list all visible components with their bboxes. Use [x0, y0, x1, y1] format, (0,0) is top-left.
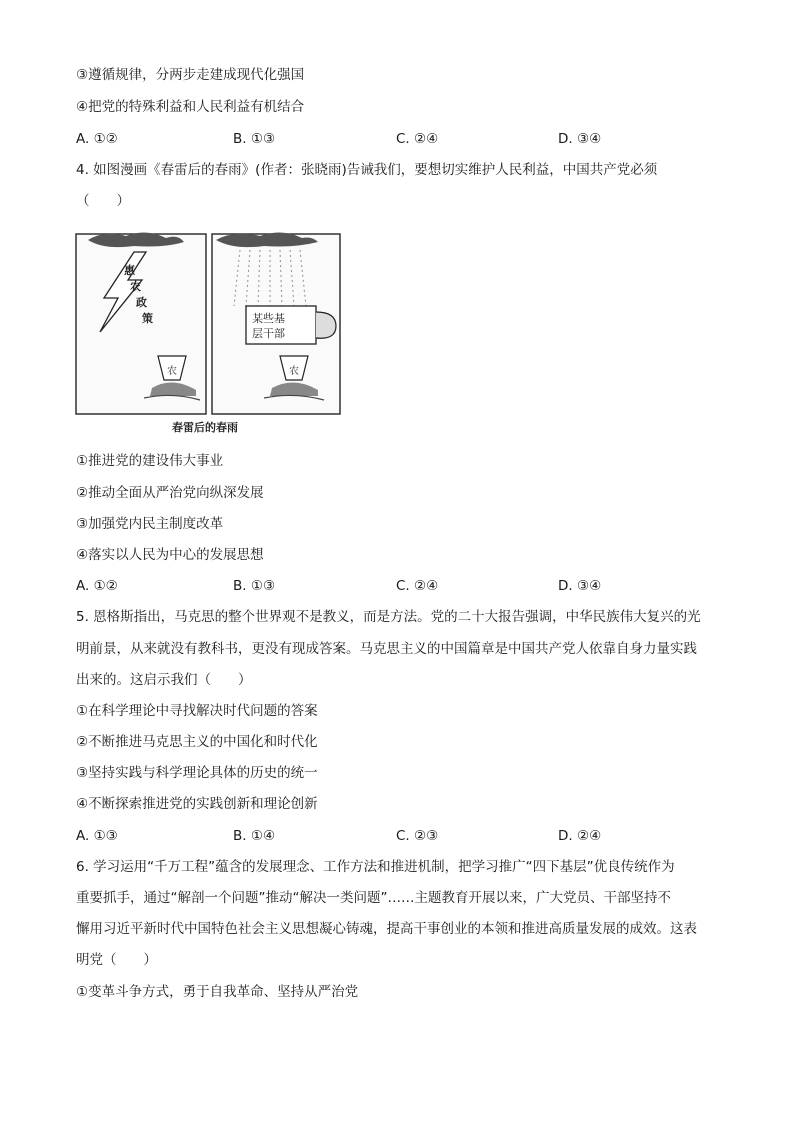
question-4-blank: （ ） — [76, 193, 130, 209]
options-q4 — [76, 577, 716, 595]
svg-text:农: 农 — [130, 280, 141, 293]
option-a: A. ①② — [76, 578, 118, 594]
line-q5-item1: ①在科学理论中寻找解决时代问题的答案 — [76, 703, 318, 719]
line-q4-item4: ④落实以人民为中心的发展思想 — [76, 547, 264, 563]
option-d: D. ②④ — [558, 828, 602, 844]
option-c: C. ②④ — [396, 578, 439, 594]
cartoon-image — [74, 228, 344, 436]
line-q4-item3: ③加强党内民主制度改革 — [76, 516, 224, 532]
option-c: C. ②③ — [396, 828, 439, 844]
line-q4-item2: ②推动全面从严治党向纵深发展 — [76, 485, 264, 501]
question-6-stem-line4: 明党（ ） — [76, 952, 157, 968]
question-5-stem-line2: 明前景，从来就没有教科书，更没有现成答案。马克思主义的中国篇章是中国共产党人依靠自身力量实践 — [76, 641, 697, 657]
line-q5-item2: ②不断推进马克思主义的中国化和时代化 — [76, 734, 318, 750]
options-q3 — [76, 130, 716, 148]
svg-text:策: 策 — [142, 312, 153, 325]
svg-text:农: 农 — [167, 366, 177, 377]
svg-text:惠: 惠 — [124, 264, 135, 277]
option-d: D. ③④ — [558, 131, 602, 147]
question-5-stem-line1: 5. 恩格斯指出，马克思的整个世界观不是教义，而是方法。党的二十大报告强调，中华民族伟大复兴的光 — [76, 609, 701, 625]
question-4-stem: 4. 如图漫画《春雷后的春雨》(作者：张晓雨)告诫我们，要想切实维护人民利益，中国共产党必须 — [76, 162, 658, 178]
option-a: A. ①② — [76, 131, 118, 147]
line-q3-item3: ③遵循规律，分两步走建成现代化强国 — [76, 67, 305, 83]
line-q4-item1: ①推进党的建设伟大事业 — [76, 453, 224, 469]
line-q5-item4: ④不断探索推进党的实践创新和理论创新 — [76, 796, 318, 812]
line-q6-item1: ①变革斗争方式，勇于自我革命、坚持从严治党 — [76, 984, 359, 1000]
cartoon-caption: 春雷后的春雨 — [172, 421, 238, 434]
svg-text:层干部: 层干部 — [252, 327, 285, 340]
options-q5 — [76, 827, 716, 845]
option-b: B. ①③ — [233, 578, 276, 594]
svg-text:政: 政 — [136, 296, 147, 309]
svg-text:农: 农 — [289, 366, 299, 377]
question-6-stem-line3: 懈用习近平新时代中国特色社会主义思想凝心铸魂，提高干事创业的本领和推进高质量发展的成效。这表 — [76, 921, 697, 937]
option-a: A. ①③ — [76, 828, 118, 844]
option-c: C. ②④ — [396, 131, 439, 147]
question-5-stem-line3: 出来的。这启示我们（ ） — [76, 672, 252, 688]
line-q3-item4: ④把党的特殊利益和人民利益有机结合 — [76, 99, 305, 115]
question-6-stem-line2: 重要抓手，通过“解剖一个问题”推动“解决一类问题”……主题教育开展以来，广大党员、干部坚持不 — [76, 890, 671, 906]
option-b: B. ①③ — [233, 131, 276, 147]
line-q5-item3: ③坚持实践与科学理论具体的历史的统一 — [76, 765, 318, 781]
svg-text:某些基: 某些基 — [252, 312, 285, 325]
question-6-stem-line1: 6. 学习运用“千万工程”蕴含的发展理念、工作方法和推进机制，把学习推广“四下基层”优良传统作为 — [76, 859, 675, 875]
option-d: D. ③④ — [558, 578, 602, 594]
option-b: B. ①④ — [233, 828, 276, 844]
